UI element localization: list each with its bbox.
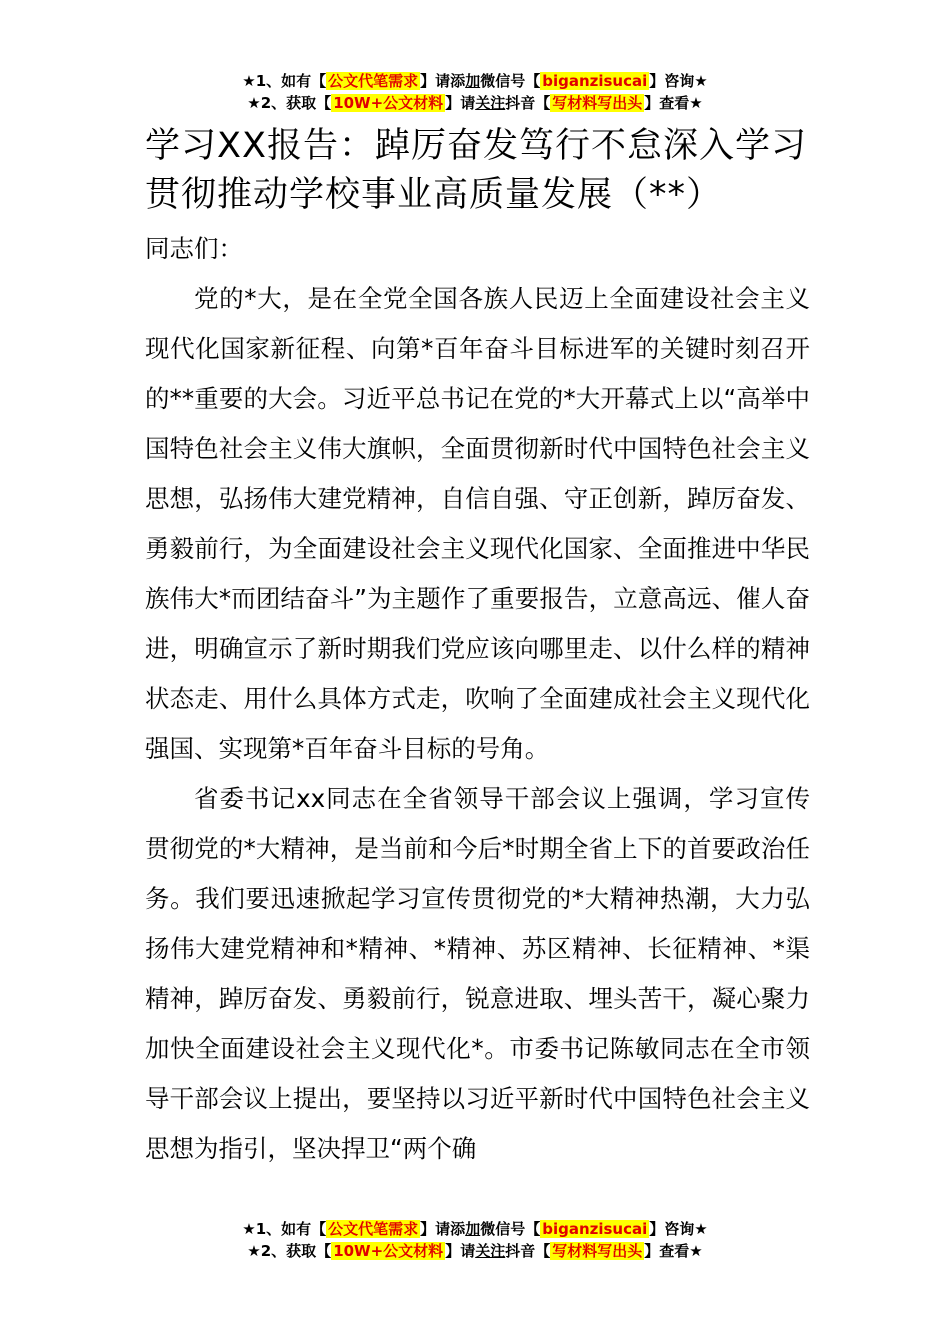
- banner-text: ★1、如有【: [242, 1220, 327, 1238]
- salutation: 同志们：: [145, 234, 243, 263]
- banner-text: 微信号【: [480, 1220, 541, 1238]
- banner-text: 】请添: [420, 72, 466, 90]
- banner-line-2: [0, 92, 950, 114]
- banner-text: 】查看★: [644, 1242, 703, 1260]
- banner-text: 抖音【: [505, 1242, 551, 1260]
- banner-text: 】请: [445, 94, 476, 112]
- banner-text: 微信号【: [480, 72, 541, 90]
- banner-text: ★2、获取【: [247, 1242, 332, 1260]
- banner-text: ★2、获取【: [247, 94, 332, 112]
- banner-text: ★1、如有【: [242, 72, 327, 90]
- banner-line-1: [0, 70, 950, 92]
- paragraph: 党的*大，是在全党全国各族人民迈上全面建设社会主义现代化国家新征程、向第*百年奋斗目标进军的关键时刻召开的**重要的大会。习近平总书记在党的*大开幕式上以“高举中国特色社会主义伟大旗帜，全面贯彻新时代中国特色社会主义思想，弘扬伟大建党精神，自信自强、守正创新，踔厉奋发、勇毅前行，为全面建设社会主义现代化国家、全面推进中华民族伟大*而团结奋斗”为主题作了重要报告，立意高远、催人奋进，明确宣示了新时期我们党应该向哪里走、以什么样的精神状态走、用什么具体方式走，吹响了全面建成社会主义现代化强国、实现第*百年奋斗目标的号角。: [145, 284, 810, 763]
- banner-text: 】请: [445, 1242, 476, 1260]
- footer-banner: [0, 1218, 950, 1262]
- banner-underlined-text: 加: [465, 1220, 481, 1238]
- document-body: [145, 224, 810, 1174]
- banner-highlight: biganzisucai: [542, 1220, 648, 1238]
- banner-text: 】咨询★: [649, 1220, 708, 1238]
- banner-underlined-text: 关注: [475, 1242, 506, 1260]
- banner-line-2: [0, 1240, 950, 1262]
- banner-underlined-text: 加: [465, 72, 481, 90]
- banner-highlight: 10W+公文材料: [333, 94, 444, 112]
- banner-text: 】咨询★: [649, 72, 708, 90]
- banner-highlight: 公文代笔需求: [328, 1220, 419, 1238]
- document-title: 学习XX报告：踔厉奋发笃行不怠深入学习贯彻推动学校事业高质量发展（**）: [145, 126, 807, 215]
- banner-text: 抖音【: [505, 94, 551, 112]
- banner-text: 】请添: [420, 1220, 466, 1238]
- banner-highlight: 写材料写出头: [552, 94, 643, 112]
- banner-text: 】查看★: [644, 94, 703, 112]
- paragraph: 省委书记xx同志在全省领导干部会议上强调，学习宣传贯彻党的*大精神，是当前和今后*时期全省上下的首要政治任务。我们要迅速掀起学习宣传贯彻党的*大精神热潮，大力弘扬伟大建党精神和*精神、*精神、苏区精神、长征精神、*渠精神，踔厉奋发、勇毅前行，锐意进取、埋头苦干，凝心聚力加快全面建设社会主义现代化*。市委书记陈敏同志在全市领导干部会议上提出，要坚持以习近平新时代中国特色社会主义思想为指引，坚决捍卫“两个确: [145, 784, 810, 1163]
- header-banner: [0, 70, 950, 114]
- banner-highlight: 10W+公文材料: [333, 1242, 444, 1260]
- banner-underlined-text: 关注: [475, 94, 506, 112]
- banner-highlight: 公文代笔需求: [328, 72, 419, 90]
- banner-line-1: [0, 1218, 950, 1240]
- banner-highlight: biganzisucai: [542, 72, 648, 90]
- banner-highlight: 写材料写出头: [552, 1242, 643, 1260]
